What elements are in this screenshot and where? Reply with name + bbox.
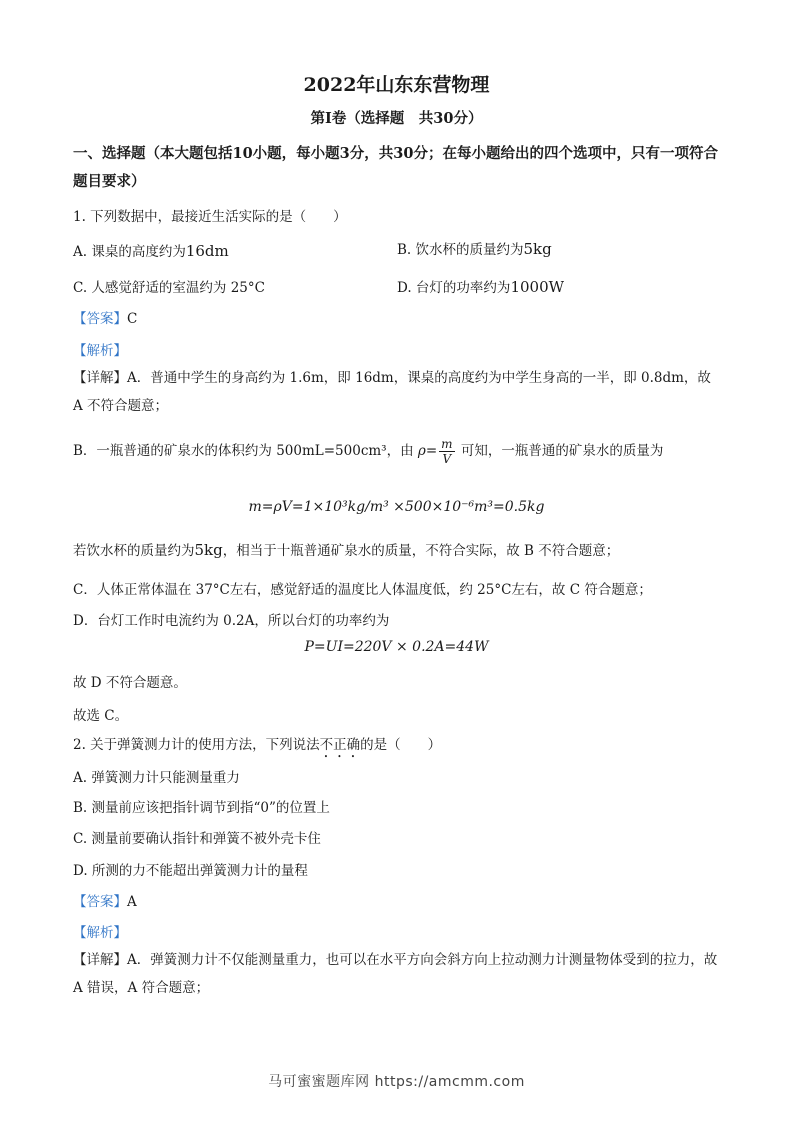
detail-tag: 【详解】 <box>73 370 127 386</box>
detail-a-text: A．普通中学生的身高约为 1.6m，即 16dm，课桌的高度约为中学生身高的一半，即 0.8dm，故 A 不符合题意； <box>73 370 711 414</box>
question-1-detail-b2 <box>73 539 619 559</box>
option-b-text: B. 饮水杯的质量约为 <box>397 242 524 258</box>
question-1-detail-b <box>73 437 663 466</box>
option-b-value: 5kg <box>523 240 552 258</box>
detail-tag: 【详解】 <box>73 952 127 968</box>
detail-b2-pre: 若饮水杯的质量约为 <box>73 543 195 559</box>
question-1-conclusion-d: 故 D 不符合题意。 <box>73 675 187 691</box>
option-d-value: 1000W <box>510 278 565 296</box>
section-subtitle: 第Ⅰ卷（选择题 共30分） <box>310 110 483 127</box>
question-2-option-d: D. 所测的力不能超出弹簧测力计的量程 <box>73 863 308 879</box>
question-2-option-a: A. 弹簧测力计只能测量重力 <box>73 770 240 786</box>
question-1-detail-a <box>73 364 723 420</box>
question-1-analysis-tag: 【解析】 <box>73 343 127 359</box>
page-title: 2022年山东东营物理 <box>303 74 490 96</box>
question-2-option-c: C. 测量前要确认指针和弹簧不被外壳卡住 <box>73 831 321 847</box>
answer-value: C <box>127 311 138 327</box>
detail-a-text: A．弹簧测力计不仅能测量重力，也可以在水平方向会斜方向上拉动测力计测量物体受到的拉力，故 A 错误，A 符合题意； <box>73 952 718 996</box>
option-a-text: A. 课桌的高度约为 <box>73 244 186 260</box>
stem-pre: 2. 关于弹簧测力计的使用方法，下列说法 <box>73 737 320 753</box>
answer-value: A <box>127 894 137 910</box>
question-1-detail-c: C．人体正常体温在 37°C左右，感觉舒适的温度比人体温度低，约 25°C左右，故 C 符合题意； <box>73 582 652 598</box>
question-2-detail-a <box>73 946 723 1002</box>
density-fraction <box>439 437 454 466</box>
question-2-answer <box>73 890 137 910</box>
stem-post: 的是（ ） <box>360 737 442 753</box>
question-1-option-a <box>73 240 229 260</box>
detail-b-post: 可知，一瓶普通的矿泉水的质量为 <box>460 443 664 459</box>
detail-b2-value: 5kg <box>194 541 223 559</box>
fraction-denominator: V <box>442 452 452 466</box>
answer-tag: 【答案】 <box>73 894 127 910</box>
question-1-stem: 1. 下列数据中，最接近生活实际的是（ ） <box>73 209 347 225</box>
fraction-numerator: m <box>441 437 453 451</box>
formula-mass: m=ρV=1×10³kg/m³ ×500×10⁻⁶m³=0.5kg <box>248 499 545 515</box>
formula-power: P=UI=220V × 0.2A=44W <box>304 639 489 655</box>
option-a-value: 16dm <box>185 242 229 260</box>
answer-tag: 【答案】 <box>73 311 127 327</box>
footer-watermark: 马可蜜蜜题库网 https://amcmm.com <box>268 1074 525 1090</box>
question-1-option-d <box>397 276 564 296</box>
question-1-option-c: C. 人感觉舒适的室温约为 25°C <box>73 280 265 296</box>
question-1-answer <box>73 307 137 327</box>
option-d-text: D. 台灯的功率约为 <box>397 280 511 296</box>
question-2-analysis-tag: 【解析】 <box>73 925 127 941</box>
rho-symbol: ρ= <box>417 443 438 459</box>
detail-b-pre: B．一瓶普通的矿泉水的体积约为 500mL=500cm³，由 <box>73 443 414 459</box>
question-1-detail-d: D．台灯工作时电流约为 0.2A，所以台灯的功率约为 <box>73 613 390 629</box>
question-2-stem <box>73 733 441 761</box>
question-2-option-b: B. 测量前应该把指针调节到指“0”的位置上 <box>73 800 330 816</box>
stem-emphasis: 不正确 <box>319 737 361 753</box>
question-1-option-b <box>397 238 552 258</box>
question-1-final-answer: 故选 C。 <box>73 708 129 724</box>
detail-b2-post: ，相当于十瓶普通矿泉水的质量，不符合实际，故 B 不符合题意； <box>222 543 620 559</box>
section-heading: 一、选择题（本大题包括10小题，每小题3分，共30分；在每小题给出的四个选项中，只有一项符合题目要求） <box>73 145 718 190</box>
